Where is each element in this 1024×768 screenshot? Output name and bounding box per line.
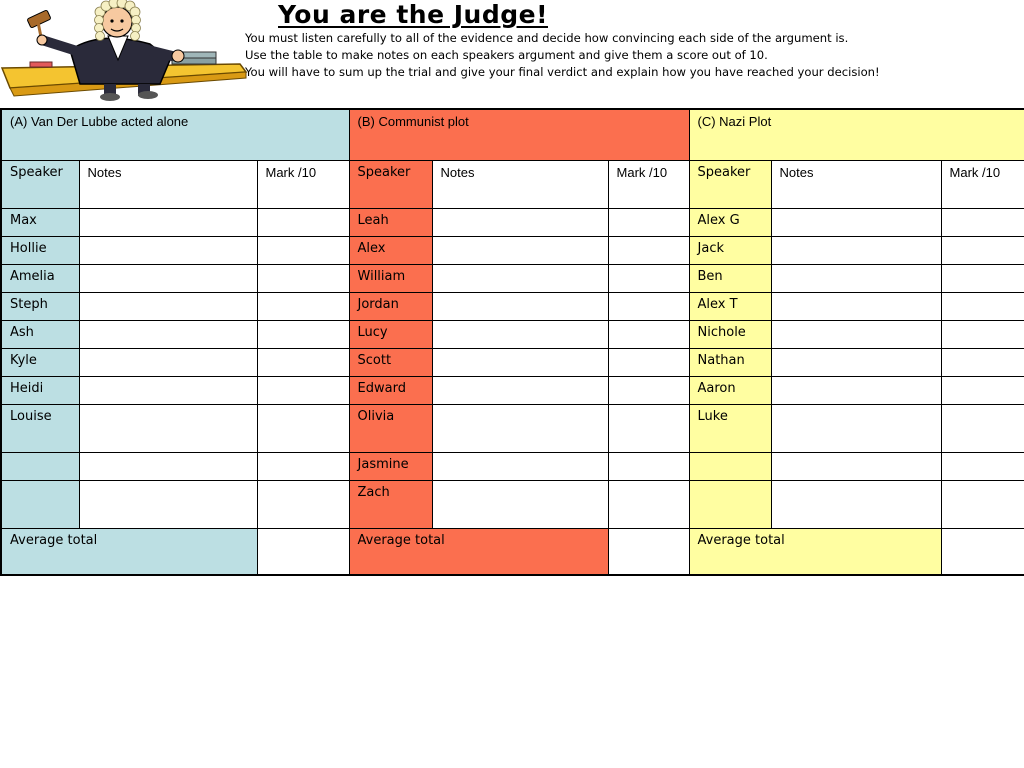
speaker-cell: Nathan <box>689 349 771 377</box>
speaker-cell: Hollie <box>1 237 79 265</box>
mark-cell[interactable] <box>257 377 349 405</box>
speaker-cell <box>689 481 771 529</box>
notes-cell[interactable] <box>771 453 941 481</box>
mark-col-header: Mark /10 <box>257 161 349 209</box>
speaker-cell <box>689 453 771 481</box>
average-total-cell[interactable] <box>608 529 689 576</box>
notes-cell[interactable] <box>79 481 257 529</box>
notes-cell[interactable] <box>432 481 608 529</box>
mark-cell[interactable] <box>257 237 349 265</box>
mark-cell[interactable] <box>941 453 1024 481</box>
speaker-cell: Max <box>1 209 79 237</box>
notes-cell[interactable] <box>432 237 608 265</box>
judge-clipart <box>0 0 248 104</box>
speaker-cell: Heidi <box>1 377 79 405</box>
speaker-cell: William <box>349 265 432 293</box>
notes-cell[interactable] <box>79 293 257 321</box>
mark-cell[interactable] <box>608 321 689 349</box>
notes-cell[interactable] <box>79 405 257 453</box>
notes-cell[interactable] <box>771 405 941 453</box>
notes-cell[interactable] <box>771 209 941 237</box>
mark-cell[interactable] <box>941 405 1024 453</box>
table-row <box>1 293 1024 321</box>
speaker-cell: Jordan <box>349 293 432 321</box>
notes-cell[interactable] <box>771 481 941 529</box>
average-total-cell[interactable] <box>257 529 349 576</box>
average-total-cell[interactable] <box>941 529 1024 576</box>
speaker-cell: Zach <box>349 481 432 529</box>
notes-cell[interactable] <box>79 237 257 265</box>
judging-table <box>0 108 1024 576</box>
speaker-cell: Scott <box>349 349 432 377</box>
mark-cell[interactable] <box>257 405 349 453</box>
table-row <box>1 209 1024 237</box>
mark-cell[interactable] <box>941 481 1024 529</box>
instruction-line: Use the table to make notes on each speakers argument and give them a score out of 10. <box>245 48 768 62</box>
mark-cell[interactable] <box>608 377 689 405</box>
speaker-cell: Aaron <box>689 377 771 405</box>
mark-cell[interactable] <box>608 209 689 237</box>
instruction-line: You will have to sum up the trial and give your final verdict and explain how you have reached your decision! <box>245 65 880 79</box>
mark-cell[interactable] <box>941 349 1024 377</box>
average-row <box>1 529 1024 576</box>
notes-cell[interactable] <box>432 349 608 377</box>
notes-cell[interactable] <box>771 377 941 405</box>
notes-cell[interactable] <box>79 377 257 405</box>
speaker-cell: Amelia <box>1 265 79 293</box>
mark-cell[interactable] <box>941 265 1024 293</box>
mark-cell[interactable] <box>257 265 349 293</box>
speaker-cell: Alex T <box>689 293 771 321</box>
notes-cell[interactable] <box>79 349 257 377</box>
speaker-col-header: Speaker <box>1 161 79 209</box>
speaker-cell: Nichole <box>689 321 771 349</box>
mark-cell[interactable] <box>608 405 689 453</box>
average-total-label: Average total <box>349 529 608 576</box>
mark-cell[interactable] <box>608 293 689 321</box>
notes-cell[interactable] <box>79 321 257 349</box>
speaker-cell: Edward <box>349 377 432 405</box>
mark-cell[interactable] <box>257 481 349 529</box>
speaker-cell <box>1 481 79 529</box>
speaker-cell: Steph <box>1 293 79 321</box>
mark-cell[interactable] <box>608 237 689 265</box>
group-b-title: (B) Communist plot <box>349 109 689 161</box>
speaker-cell: Louise <box>1 405 79 453</box>
instructions <box>245 30 880 81</box>
speaker-cell: Olivia <box>349 405 432 453</box>
mark-cell[interactable] <box>608 349 689 377</box>
group-c-title: (C) Nazi Plot <box>689 109 1024 161</box>
notes-col-header: Notes <box>432 161 608 209</box>
speaker-cell: Alex G <box>689 209 771 237</box>
mark-cell[interactable] <box>257 293 349 321</box>
notes-cell[interactable] <box>432 293 608 321</box>
notes-cell[interactable] <box>432 265 608 293</box>
speaker-col-header: Speaker <box>689 161 771 209</box>
notes-cell[interactable] <box>771 321 941 349</box>
mark-col-header: Mark /10 <box>608 161 689 209</box>
notes-cell[interactable] <box>432 405 608 453</box>
mark-cell[interactable] <box>257 321 349 349</box>
speaker-col-header: Speaker <box>349 161 432 209</box>
notes-cell[interactable] <box>432 377 608 405</box>
notes-cell[interactable] <box>771 265 941 293</box>
table-row <box>1 349 1024 377</box>
speaker-cell: Kyle <box>1 349 79 377</box>
page-title: You are the Judge! <box>278 0 548 29</box>
mark-cell[interactable] <box>941 293 1024 321</box>
speaker-cell <box>1 453 79 481</box>
mark-cell[interactable] <box>257 453 349 481</box>
mark-cell[interactable] <box>608 265 689 293</box>
average-total-label: Average total <box>1 529 257 576</box>
speaker-cell: Luke <box>689 405 771 453</box>
notes-cell[interactable] <box>771 237 941 265</box>
notes-col-header: Notes <box>771 161 941 209</box>
table-row <box>1 321 1024 349</box>
group-a-title: (A) Van Der Lubbe acted alone <box>1 109 349 161</box>
speaker-cell: Leah <box>349 209 432 237</box>
average-total-label: Average total <box>689 529 941 576</box>
table-row <box>1 237 1024 265</box>
mark-cell[interactable] <box>941 237 1024 265</box>
speaker-cell: Lucy <box>349 321 432 349</box>
notes-cell[interactable] <box>432 209 608 237</box>
notes-cell[interactable] <box>79 209 257 237</box>
mark-cell[interactable] <box>941 377 1024 405</box>
table-row <box>1 265 1024 293</box>
table-row <box>1 481 1024 529</box>
notes-cell[interactable] <box>432 321 608 349</box>
mark-cell[interactable] <box>257 209 349 237</box>
notes-col-header: Notes <box>79 161 257 209</box>
mark-col-header: Mark /10 <box>941 161 1024 209</box>
notes-cell[interactable] <box>79 265 257 293</box>
notes-cell[interactable] <box>79 453 257 481</box>
notes-cell[interactable] <box>432 453 608 481</box>
speaker-cell: Ben <box>689 265 771 293</box>
mark-cell[interactable] <box>257 349 349 377</box>
instruction-line: You must listen carefully to all of the evidence and decide how convincing each side of the argument is. <box>245 31 849 45</box>
mark-cell[interactable] <box>941 209 1024 237</box>
table-row <box>1 405 1024 453</box>
speaker-cell: Ash <box>1 321 79 349</box>
mark-cell[interactable] <box>941 321 1024 349</box>
speaker-cell: Jack <box>689 237 771 265</box>
mark-cell[interactable] <box>608 453 689 481</box>
table-row <box>1 453 1024 481</box>
notes-cell[interactable] <box>771 293 941 321</box>
mark-cell[interactable] <box>608 481 689 529</box>
table-row <box>1 377 1024 405</box>
notes-cell[interactable] <box>771 349 941 377</box>
speaker-cell: Jasmine <box>349 453 432 481</box>
speaker-cell: Alex <box>349 237 432 265</box>
